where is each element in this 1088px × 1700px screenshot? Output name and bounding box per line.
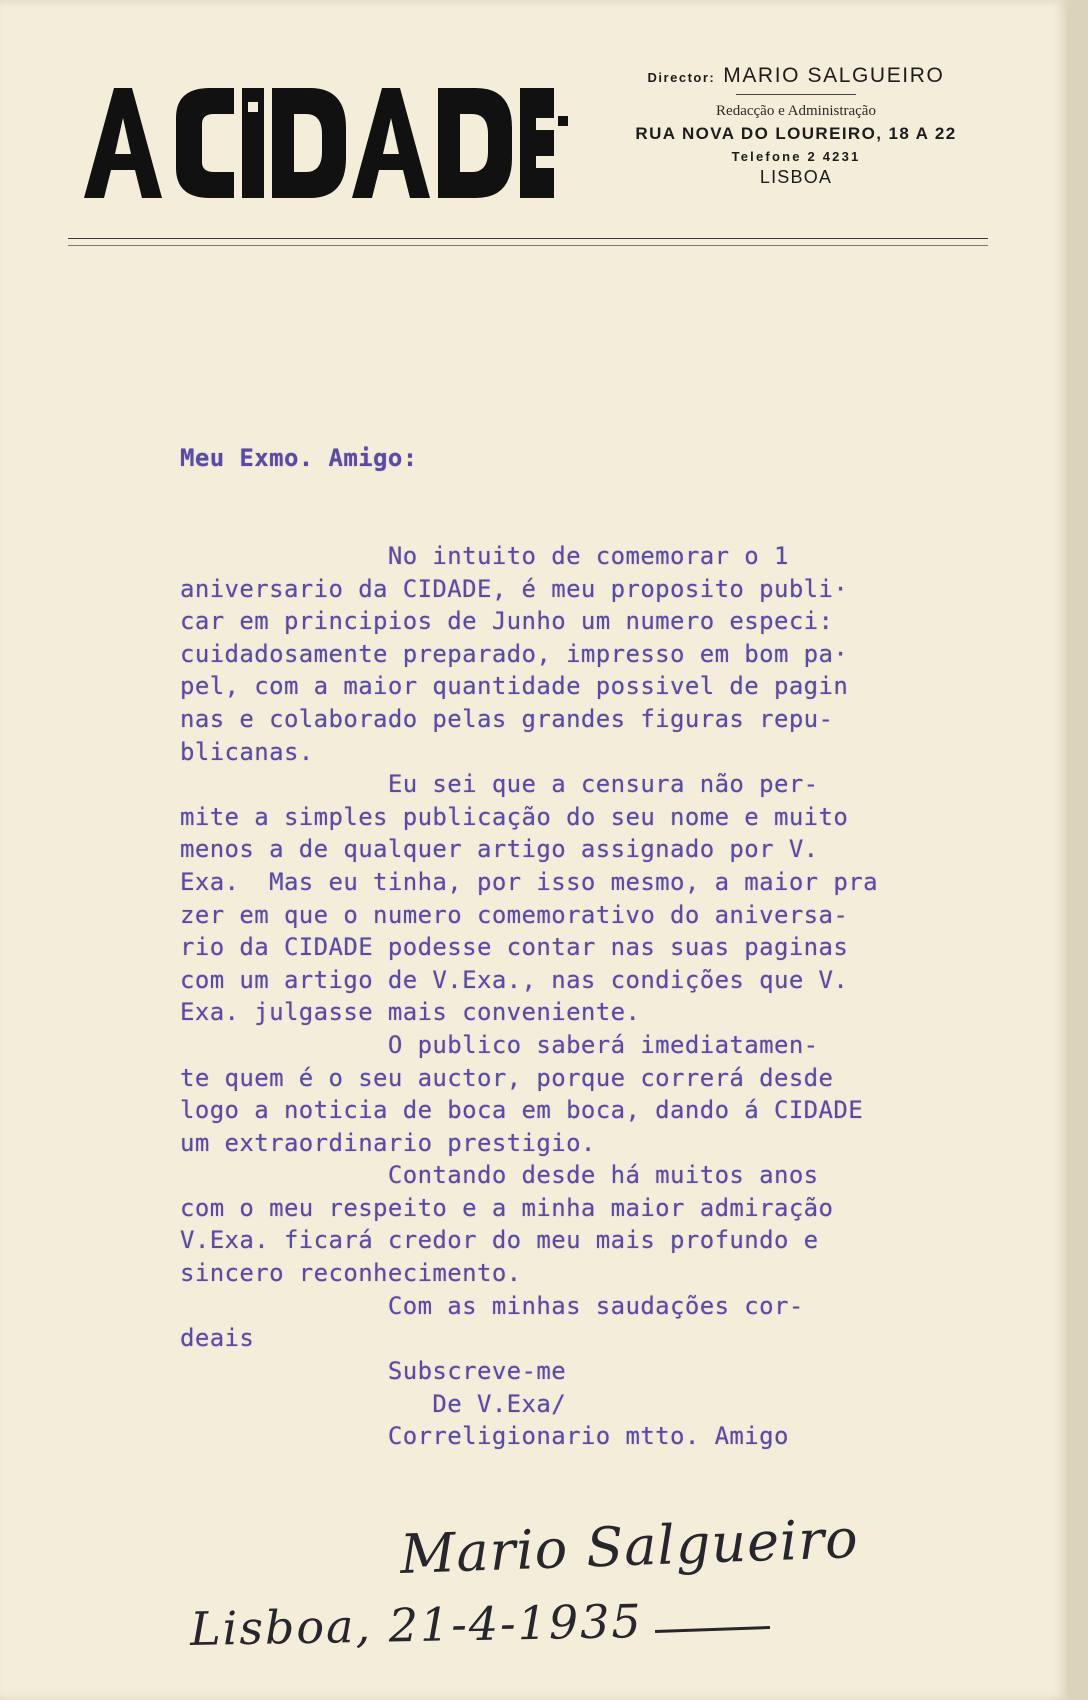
body-line: deais [180,1324,255,1353]
body-line: Eu sei que a censura não per- [180,770,819,799]
body-line: Exa. Mas eu tinha, por isso mesmo, a maior pra [180,867,878,896]
body-line: rio da CIDADE podesse contar nas suas paginas [180,933,849,962]
letterhead-info [600,64,992,188]
director-label: Director: [647,70,716,85]
phone-line: Telefone 2 4231 [731,149,861,164]
body-line: blicanas. [180,737,314,766]
body-line: te quem é o seu auctor, porque correrá desde [180,1063,834,1092]
handwritten-date: Lisboa, 21-4-1935 [189,1594,644,1656]
divider [736,94,856,95]
body-line: sincero reconhecimento. [180,1259,522,1288]
closing-line: Correligionario mtto. Amigo [180,1422,789,1451]
body-line: Contando desde há muitos anos [180,1161,819,1190]
closing-line: Subscreve-me [180,1357,567,1385]
body-line: pel, com a maior quantidade possivel de pagin [180,672,849,701]
letterhead-rule [68,238,988,246]
body-line: logo a noticia de boca em boca, dando á CIDADE [180,1096,864,1125]
body-line: menos a de qualquer artigo assignado por V. [180,835,819,864]
letter-closing [180,1355,789,1453]
body-line: mite a simples publicação do seu nome e muito [180,802,849,831]
body-line: car em principios de Junho um numero especi: [180,607,834,636]
handwritten-signature: Mario Salgueiro [399,1507,860,1586]
body-line: Exa. julgasse mais conveniente. [180,998,641,1027]
body-line: Com as minhas saudações cor- [180,1291,804,1320]
address-line: RUA NOVA DO LOUREIRO, 18 A 22 [635,124,957,143]
body-line: O publico saberá imediatamen- [180,1030,819,1059]
body-line: cuidadosamente preparado, impresso em bom pa· [180,639,849,668]
letter-body [180,540,1060,1355]
salutation: Meu Exmo. Amigo: [180,444,418,472]
body-line: um extraordinario prestigio. [180,1128,596,1157]
body-line: V.Exa. ficará credor do meu mais profundo e [180,1226,819,1255]
body-line: nas e colaborado pelas grandes figuras repu- [180,704,834,733]
office-line: Redacção e Administração [716,103,876,119]
body-line: com um artigo de V.Exa., nas condições que V. [180,965,849,994]
body-line: zer em que o numero comemorativo do aniversa- [180,900,849,929]
body-line: aniversario da CIDADE, é meu proposito publi· [180,574,849,603]
body-line: com o meu respeito e a minha maior admiração [180,1193,834,1222]
body-line: No intuito de comemorar o 1 [180,542,789,570]
closing-line: De V.Exa/ [180,1389,567,1418]
city-line: LISBOA [759,167,833,187]
director-line [600,64,992,88]
page-edge [1068,0,1088,1700]
masthead-logo [84,88,570,200]
director-name: MARIO SALGUEIRO [723,64,945,87]
